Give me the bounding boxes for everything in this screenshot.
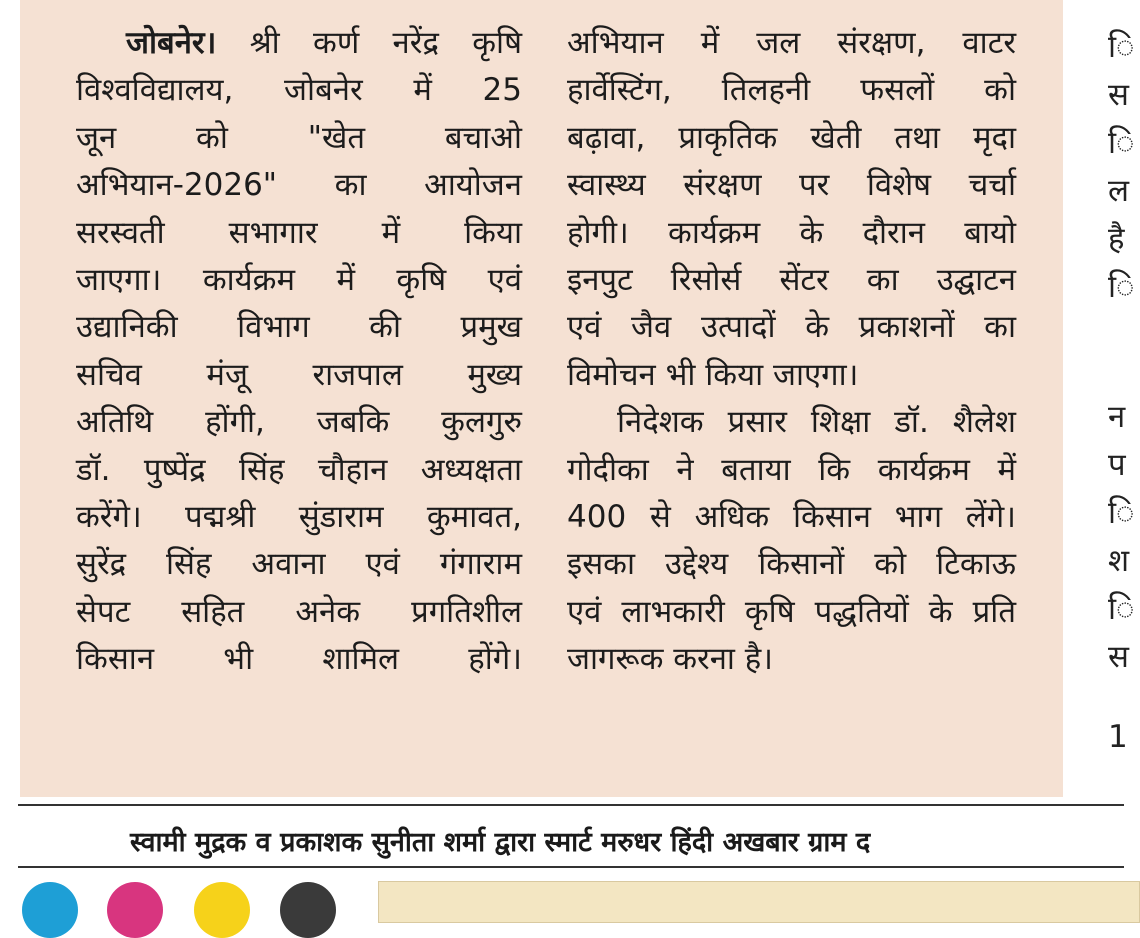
- fragment-char: ि: [1108, 269, 1135, 305]
- adjacent-column-fragment: [1108, 0, 1138, 797]
- article-line: सेपट सहित अनेक प्रगतिशील: [76, 593, 522, 630]
- fragment-char: न: [1108, 399, 1126, 435]
- article-line: विश्वविद्यालय, जोबनेर में 25: [76, 72, 522, 109]
- article-line: इनपुट रिसोर्स सेंटर का उद्घाटन: [567, 262, 1016, 299]
- article-line: 400 से अधिक किसान भाग लेंगे।: [567, 499, 1016, 536]
- article-line: अभियान-2026" का आयोजन: [76, 167, 522, 204]
- fragment-char: श: [1108, 543, 1130, 579]
- fragment-char: 1: [1108, 719, 1128, 755]
- fragment-char: ि: [1108, 29, 1135, 65]
- article-line: किसान भी शामिल होंगे।: [76, 641, 522, 678]
- article-line: डॉ. पुष्पेंद्र सिंह चौहान अध्यक्षता: [76, 451, 522, 488]
- fragment-char: ि: [1108, 495, 1135, 531]
- next-section-box: [378, 881, 1140, 923]
- article-line: गोदीका ने बताया कि कार्यक्रम में: [567, 451, 1016, 488]
- article-line: एवं लाभकारी कृषि पद्धतियों के प्रति: [567, 593, 1016, 630]
- article-line: जोबनेर। श्री कर्ण नरेंद्र कृषि: [126, 25, 522, 61]
- article-line: हार्वेस्टिंग, तिलहनी फसलों को: [567, 72, 1016, 109]
- article-line: सचिव मंजू राजपाल मुख्य: [76, 356, 522, 393]
- fragment-char: ि: [1108, 591, 1135, 627]
- registration-yellow-dot: [194, 882, 250, 938]
- article-line: इसका उद्देश्य किसानों को टिकाऊ: [567, 546, 1016, 583]
- registration-magenta-dot: [107, 882, 163, 938]
- footer-bottom-rule: [18, 866, 1124, 868]
- fragment-char: प: [1108, 447, 1126, 483]
- article-column-2: [567, 20, 1016, 684]
- article-line: स्वास्थ्य संरक्षण पर विशेष चर्चा: [567, 167, 1016, 204]
- fragment-char: ल: [1108, 173, 1130, 209]
- article-column-1: [76, 20, 522, 684]
- dateline: जोबनेर।: [126, 25, 217, 61]
- article-line: अतिथि होंगी, जबकि कुलगुरु: [76, 404, 522, 441]
- article-line: निदेशक प्रसार शिक्षा डॉ. शैलेश: [617, 404, 1016, 441]
- footer-top-rule: [18, 804, 1124, 806]
- publisher-imprint: स्वामी मुद्रक व प्रकाशक सुनीता शर्मा द्वारा स्मार्ट मरुधर हिंदी अखबार ग्राम द: [130, 827, 871, 858]
- registration-black-dot: [280, 882, 336, 938]
- article-line: जागरूक करना है।: [567, 641, 774, 678]
- article-line: करेंगे। पद्मश्री सुंडाराम कुमावत,: [76, 499, 522, 536]
- fragment-char: ि: [1108, 125, 1135, 161]
- fragment-char: है: [1108, 221, 1125, 257]
- article-line: उद्यानिकी विभाग की प्रमुख: [76, 309, 522, 346]
- fragment-char: स: [1108, 77, 1129, 113]
- article-line: बढ़ावा, प्राकृतिक खेती तथा मृदा: [567, 119, 1016, 156]
- article-line: अभियान में जल संरक्षण, वाटर: [567, 25, 1016, 61]
- article-line: जून को "खेत बचाओ: [76, 119, 522, 156]
- article-line: एवं जैव उत्पादों के प्रकाशनों का: [567, 309, 1016, 346]
- fragment-char: स: [1108, 639, 1129, 675]
- article-line: होगी। कार्यक्रम के दौरान बायो: [567, 214, 1016, 251]
- article-line: सुरेंद्र सिंह अवाना एवं गंगाराम: [76, 546, 522, 583]
- registration-cyan-dot: [22, 882, 78, 938]
- article-line: सरस्वती सभागार में किया: [76, 214, 522, 251]
- article-line: विमोचन भी किया जाएगा।: [567, 356, 859, 393]
- article-line: जाएगा। कार्यक्रम में कृषि एवं: [76, 262, 522, 299]
